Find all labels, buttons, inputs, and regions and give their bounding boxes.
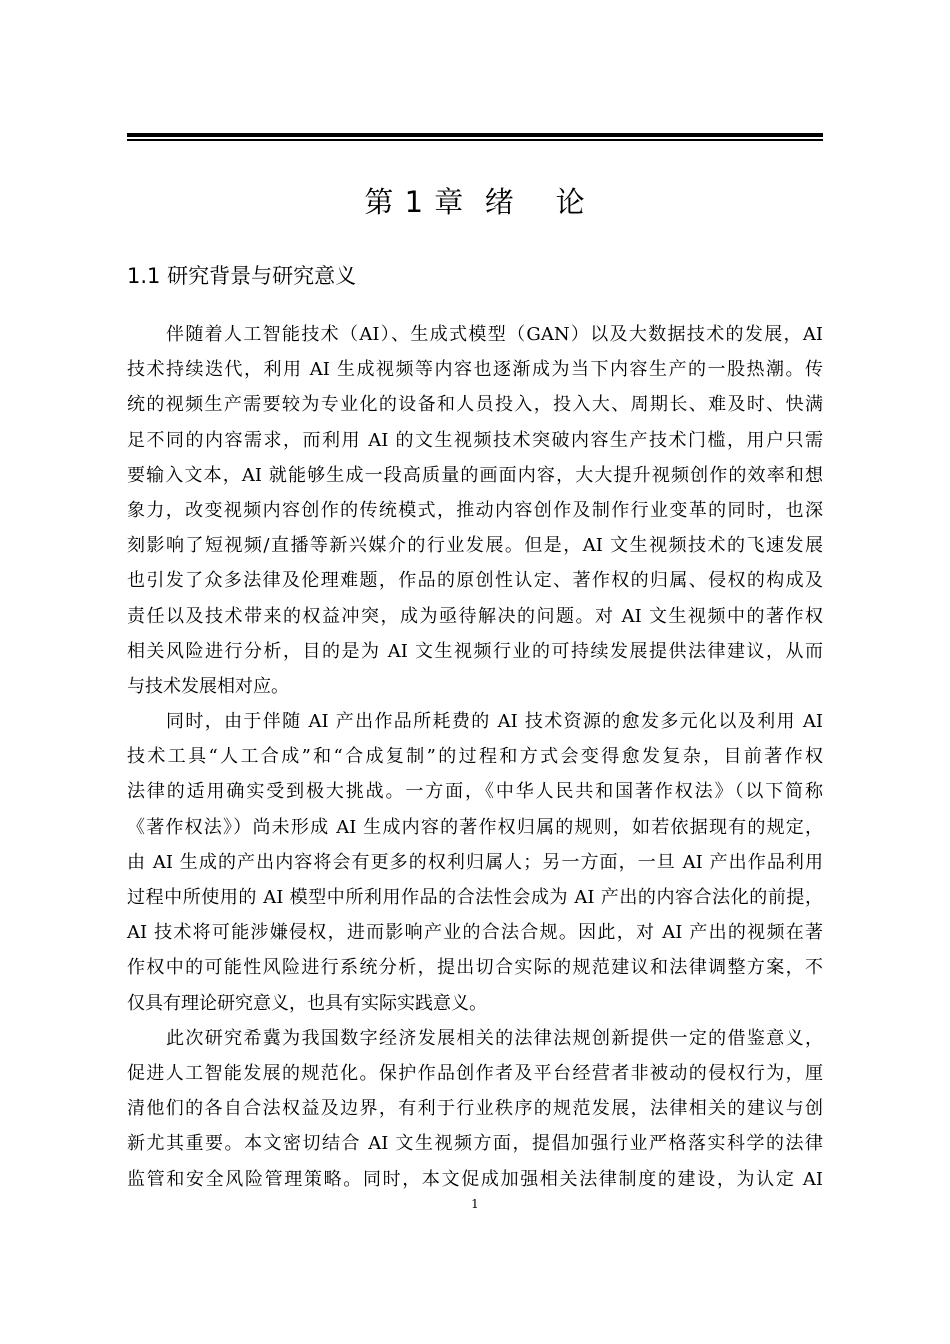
paragraph-3-line-3: 清他们的各自合法权益及边界，有利于行业秩序的规范发展，法律相关的建议与创 <box>127 1098 823 1120</box>
paragraph-2-line-2: 技术工具“人工合成”和“合成复制”的过程和方式会变得愈发复杂，目前著作权 <box>127 746 823 768</box>
paragraph-1-line-6: 象力，改变视频内容创作的传统模式，推动内容创作及制作行业变革的同时，也深 <box>127 499 823 521</box>
page-number: 1 <box>471 1197 479 1211</box>
paragraph-1-line-7: 刻影响了短视频/直播等新兴媒介的行业发展。但是，AI 文生视频技术的飞速发展 <box>127 535 823 557</box>
header-rule-thin <box>127 139 823 141</box>
paragraph-1-line-5: 要输入文本，AI 就能够生成一段高质量的画面内容，大大提升视频创作的效率和想 <box>127 464 823 486</box>
paragraph-2-line-8: 作权中的可能性风险进行系统分析，提出切合实际的规范建议和法律调整方案，不 <box>127 957 823 979</box>
header-rule-thick <box>127 133 823 137</box>
paragraph-1-line-11: 与技术发展相对应。 <box>127 675 289 697</box>
paragraph-3-line-5: 监管和安全风险管理策略。同时，本文促成加强相关法律制度的建设，为认定 AI <box>127 1168 823 1190</box>
paragraph-2-line-1: 同时，由于伴随 AI 产出作品所耗费的 AI 技术资源的愈发多元化以及利用 AI <box>166 711 823 733</box>
paragraph-1-line-8: 也引发了众多法律及伦理难题，作品的原创性认定、著作权的归属、侵权的构成及 <box>127 570 823 592</box>
paragraph-1-line-2: 技术持续迭代，利用 AI 生成视频等内容也逐渐成为当下内容生产的一股热潮。传 <box>127 359 823 381</box>
paragraph-1-line-1: 伴随着人工智能技术（AI）、生成式模型（GAN）以及大数据技术的发展，AI <box>166 324 823 345</box>
paragraph-2-line-7: AI 技术将可能涉嫌侵权，进而影响产业的合法合规。因此，对 AI 产出的视频在著 <box>127 922 823 944</box>
paragraph-1-line-3: 统的视频生产需要较为专业化的设备和人员投入，投入大、周期长、难及时、快满 <box>127 394 823 416</box>
chapter-title: 第 1 章 绪 论 <box>364 185 586 219</box>
paragraph-1-line-10: 相关风险进行分析，目的是为 AI 文生视频行业的可持续发展提供法律建议，从而 <box>127 640 823 662</box>
paragraph-2-line-3: 法律的适用确实受到极大挑战。一方面，《中华人民共和国著作权法》（以下简称 <box>127 781 823 803</box>
paragraph-1-line-4: 足不同的内容需求，而利用 AI 的文生视频技术突破内容生产技术门槛，用户只需 <box>127 429 823 451</box>
section-heading: 1.1 研究背景与研究意义 <box>127 264 357 288</box>
paragraph-2-line-5: 由 AI 生成的产出内容将会有更多的权利归属人；另一方面，一旦 AI 产出作品利用 <box>127 851 823 873</box>
paragraph-2-line-4: 《著作权法》）尚未形成 AI 生成内容的著作权归属的规则，如若依据现有的规定， <box>127 816 823 838</box>
paragraph-3-line-1: 此次研究希冀为我国数字经济发展相关的法律法规创新提供一定的借鉴意义， <box>166 1027 823 1049</box>
body-text <box>127 317 823 1197</box>
paragraph-3-line-4: 新尤其重要。本文密切结合 AI 文生视频方面，提倡加强行业严格落实科学的法律 <box>127 1133 823 1155</box>
paragraph-3-line-2: 促进人工智能发展的规范化。保护作品创作者及平台经营者非被动的侵权行为，厘 <box>127 1062 823 1084</box>
paragraph-2-line-9: 仅具有理论研究意义，也具有实际实践意义。 <box>127 992 487 1014</box>
paragraph-1-line-9: 责任以及技术带来的权益冲突，成为亟待解决的问题。对 AI 文生视频中的著作权 <box>127 605 823 627</box>
paragraph-2-line-6: 过程中所使用的 AI 模型中所利用作品的合法性会成为 AI 产出的内容合法化的前提， <box>127 887 823 908</box>
